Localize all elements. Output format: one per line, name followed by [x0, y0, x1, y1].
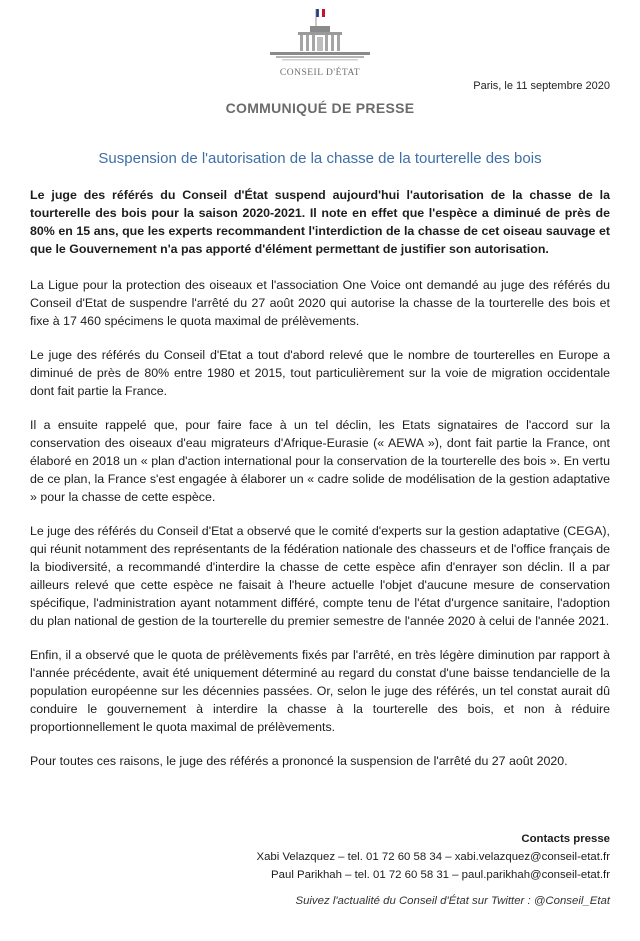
press-release-title: COMMUNIQUÉ DE PRESSE	[225, 100, 415, 116]
paragraph: Il a ensuite rappelé que, pour faire face à un tel déclin, les Etats signataires de l'accord sur la conservation des oiseaux d'eau migrateurs d'Afrique-Eurasie (« AEWA »), dont fait partie la France, ont élaboré en 2018 un « plan d'action international pour la conservation de la tourterelle des bois ». En vertu de ce plan, la France s'est engagée à élaborer un « cadre solide de modélisation de la gestion adaptative » pour la chasse de cette espèce.	[30, 418, 610, 504]
paragraph: La Ligue pour la protection des oiseaux et l'association One Voice ont demandé au juge des référés du Conseil d'Etat de suspendre l'arrêté du 27 août 2020 qui autorise la chasse de la tourterelle des bois et fixe à 17 460 spécimens le quota maximal de prélèvements.	[30, 278, 610, 328]
paragraph: Enfin, il a observé que le quota de prélèvements fixés par l'arrêté, en très légère diminution par rapport à l'année précédente, avait été uniquement déterminé au regard du constat d'une baisse tendancielle de la population européenne sur les décennies passées. Or, selon le juge des référés, un tel constat aurait dû conduire le gouvernement à interdire la chasse à la tourterelle des bois, et non à réduire proportionnellement le quota maximal de prélèvements.	[30, 648, 610, 734]
contacts-title: Contacts presse	[521, 833, 610, 845]
twitter-note: Suivez l'actualité du Conseil d'État sur Twitter : @Conseil_Etat	[295, 895, 610, 907]
paragraph: Le juge des référés du Conseil d'Etat a observé que le comité d'experts sur la gestion adaptative (CEGA), qui réunit notamment des représentants de la fédération nationale des chasseurs et de l'office français de la biodiversité, a recommandé d'interdire la chasse de cette espèce afin d'enrayer son déclin. Il a par ailleurs relevé que cette espèce ne faisait à l'heure actuelle l'objet d'aucune mesure de conservation spécifique, l'administration ayant notamment différé, compte tenu de l'état d'urgence sanitaire, l'adoption du plan national de gestion de la tourterelle du premier semestre de l'année 2020 à celui de l'année 2021.	[30, 524, 610, 628]
contact-line: Xabi Velazquez – tel. 01 72 60 58 34 – xabi.velazquez@conseil-etat.fr	[256, 851, 610, 863]
press-contacts	[256, 830, 610, 884]
conclusion-paragraph: Pour toutes ces raisons, le juge des référés a prononcé la suspension de l'arrêté du 27 août 2020.	[30, 754, 568, 768]
conseil-etat-logo	[260, 6, 380, 86]
contact-line: Paul Parikhah – tel. 01 72 60 58 31 – paul.parikhah@conseil-etat.fr	[271, 869, 610, 881]
headline: Suspension de l'autorisation de la chasse de la tourterelle des bois	[98, 150, 542, 167]
article-body	[30, 186, 610, 786]
paragraph: Le juge des référés du Conseil d'Etat a tout d'abord relevé que le nombre de tourterelles en Europe a diminué de près de 80% entre 1980 et 2015, tout particulièrement sur la voie de migration occidentale dont fait partie la France.	[30, 348, 610, 398]
palais-royal-icon	[260, 6, 380, 68]
logo-label: CONSEIL D'ÉTAT	[279, 68, 361, 78]
release-date: Paris, le 11 septembre 2020	[473, 80, 610, 92]
lead-paragraph: Le juge des référés du Conseil d'État suspend aujourd'hui l'autorisation de la chasse de la tourterelle des bois pour la saison 2020-2021. Il note en effet que l'espèce a diminué de près de 80% en 15 ans, que les experts recommandent l'interdiction de la chasse de cet oiseau sauvage et que le Gouvernement n'a pas apporté d'élément permettant de justifier son autorisation.	[30, 188, 610, 256]
